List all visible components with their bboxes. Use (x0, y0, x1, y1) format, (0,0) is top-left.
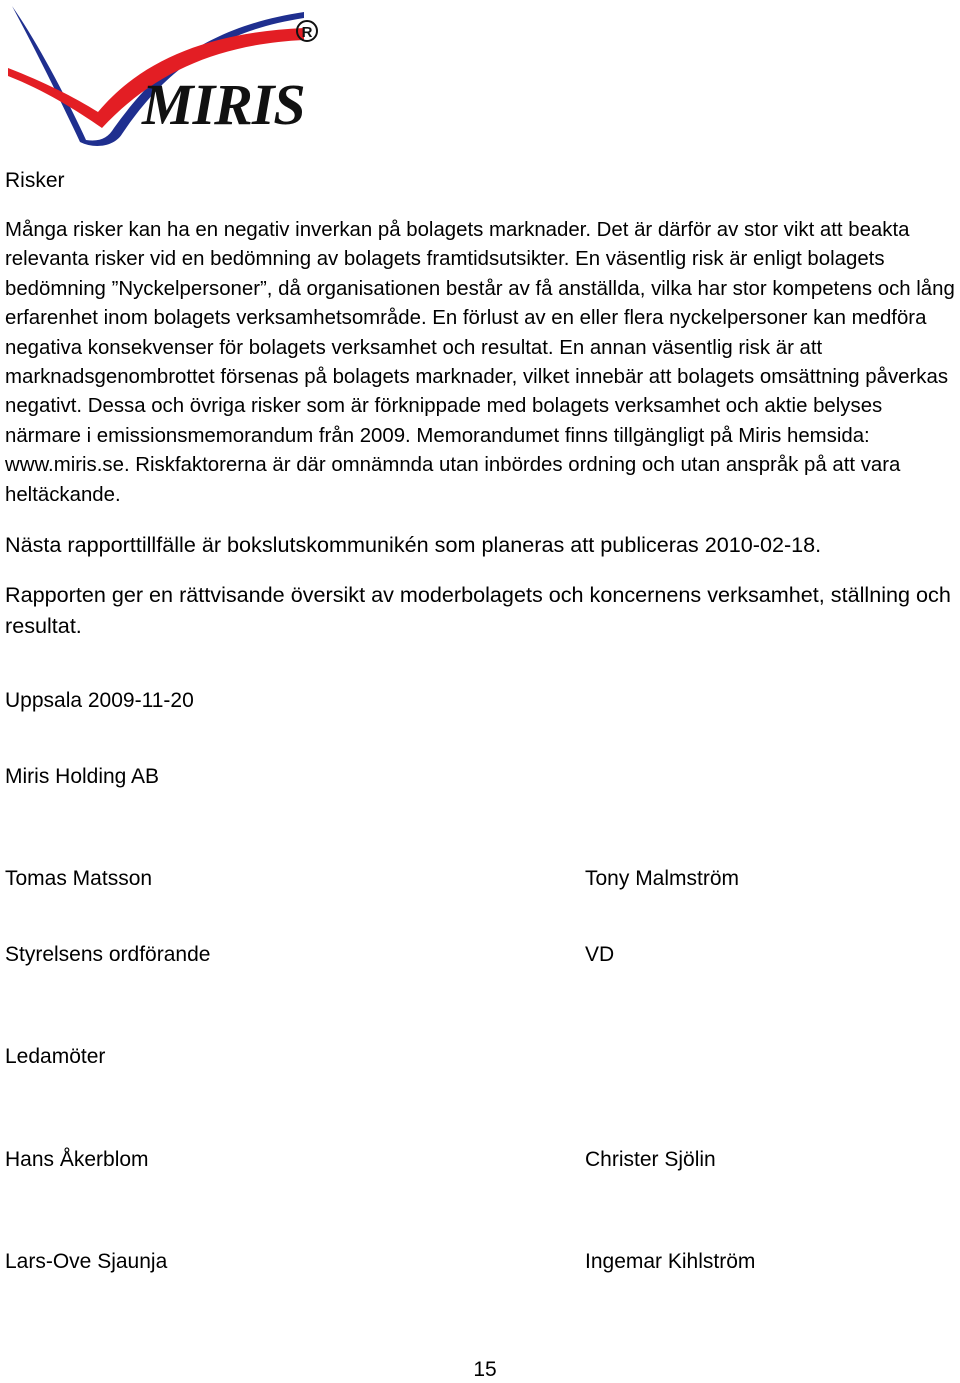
board-member: Hans Åkerblom (5, 1148, 149, 1171)
ceo-title: VD (585, 943, 615, 966)
next-report-text: Nästa rapporttillfälle är bokslutskommunikén som planeras att publiceras 2010-02-18. (5, 532, 822, 557)
page-number: 15 (473, 1358, 497, 1381)
chair-name: Tomas Matsson (5, 867, 153, 890)
place-date: Uppsala 2009-11-20 (5, 689, 194, 712)
miris-logo (4, 2, 324, 147)
board-member: Christer Sjölin (585, 1148, 716, 1171)
ceo-name: Tony Malmström (585, 867, 740, 890)
board-member: Ingemar Kihlström (585, 1250, 756, 1273)
registered-mark-letter: R (301, 24, 313, 41)
board-heading: Ledamöter (5, 1045, 106, 1068)
statement-text: Rapporten ger en rättvisande översikt av moderbolagets och koncernens verksamhet, ställning och resultat. (5, 582, 951, 638)
company-name: Miris Holding AB (5, 765, 160, 788)
chair-title: Styrelsens ordförande (5, 943, 211, 966)
section-title: Risker (5, 169, 65, 192)
logo-wordmark: MIRIS (142, 72, 305, 137)
board-member: Lars-Ove Sjaunja (5, 1250, 168, 1273)
risk-paragraph: Många risker kan ha en negativ inverkan på bolagets marknader. Det är därför av stor vikt att beakta relevanta risker vid en bedömning av bolagets framtidsutsikter. En väsentlig risk är enligt bolagets bedömning ”Nyckelpersoner”, då organisationen består av få anställda, vilka har stor kompetens och lång erfarenhet inom bolagets verksamhetsområde. En förlust av en eller flera nyckelpersoner kan medföra negativa konsekvenser för bolagets verksamhet och resultat. En annan väsentlig risk är att marknadsgenombrottet försenas på bolagets marknader, vilket innebär att bolagets omsättning påverkas negativt. Dessa och övriga risker som är förknippade med bolagets verksamhet och aktie belyses närmare i emissionsmemorandum från 2009. Memorandumet finns tillgängligt på Miris hemsida: www.miris.se. Riskfaktorerna är där omnämnda utan inbördes ordning och utan anspråk på att vara heltäckande. (5, 219, 955, 506)
